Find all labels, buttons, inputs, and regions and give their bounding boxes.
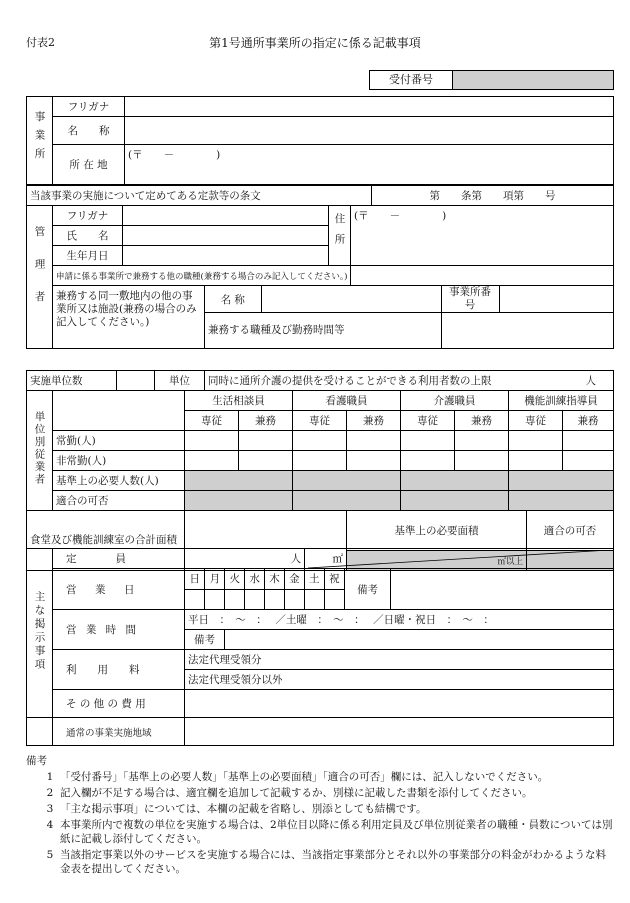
row-label-required: 基準上の必要人数(人): [53, 471, 185, 491]
regulation-article-field[interactable]: 第 条第 項第 号: [372, 186, 614, 206]
area-label: 食堂及び機能訓練室の合計面積: [27, 511, 185, 571]
col-full: 専従: [401, 411, 455, 431]
col-concurrent: 兼務: [455, 411, 509, 431]
notes-section: [26, 754, 616, 878]
row-label-fulltime: 常勤(人): [53, 431, 185, 451]
display-hours-label: 営 業 時 間: [53, 610, 185, 650]
office-furigana-label: フリガナ: [53, 97, 125, 117]
manager-birth-field[interactable]: [123, 246, 329, 266]
table-row: [27, 491, 614, 511]
regulation-table: [26, 185, 614, 206]
day-mon: 月: [205, 569, 225, 589]
display-table: [26, 548, 614, 746]
manager-concurrent-note: 申請に係る事業所で兼務する他の職種(兼務する場合のみ記入してください。): [53, 266, 351, 286]
area-field[interactable]: ㎡: [185, 511, 347, 571]
facility-subtable: [205, 286, 613, 348]
display-hours-field[interactable]: 平日 ： ～ ： ／土曜 ： ～ ： ／日曜・祝日 ： ～ ：: [185, 610, 614, 630]
day-sat: 土: [304, 569, 324, 589]
manager-address-label: 住所: [329, 206, 351, 266]
facility-role-field[interactable]: [441, 313, 613, 348]
display-side-label: 主な掲示事項: [27, 549, 53, 718]
unit-table: [26, 370, 614, 391]
day-thu: 木: [265, 569, 285, 589]
manager-concurrent-field[interactable]: [351, 266, 614, 286]
office-side-label: 事業所: [27, 97, 53, 185]
day-tue: 火: [225, 569, 245, 589]
role-counselor: 生活相談員: [185, 391, 293, 411]
unit-label: 実施単位数: [27, 371, 117, 391]
table-row: [27, 471, 614, 491]
facility-role-label: 兼務する職種及び勤務時間等: [205, 313, 441, 348]
annex-label: 付表2: [26, 36, 55, 49]
unit-field[interactable]: [117, 371, 155, 391]
display-capacity-label: 定 員: [53, 549, 185, 569]
display-service-area-label: 通常の事業実施地域: [53, 718, 185, 746]
form-title: 第1号通所事業所の指定に係る記載事項: [209, 36, 421, 50]
day-wed: 水: [245, 569, 265, 589]
col-full: 専従: [509, 411, 563, 431]
area-required-label: 基準上の必要面積: [347, 511, 527, 551]
list-item: 3 「主な掲示事項」については、本欄の記載を省略し、別添としても結構です。: [46, 803, 427, 815]
receipt-number-field: [453, 71, 613, 89]
office-address-label: 所 在 地: [53, 145, 125, 185]
service-area-field[interactable]: [185, 718, 614, 746]
office-name-label: 名 称: [53, 117, 125, 145]
row-label-parttime: 非常勤(人): [53, 451, 185, 471]
staff-side-label: 単位別従業者: [27, 391, 53, 511]
display-fee-label: 利 用 料: [53, 650, 185, 690]
days-subtable: [185, 569, 344, 609]
staff-table: [26, 390, 614, 511]
table-row: [27, 451, 614, 471]
list-item: 2 記入欄が不足する場合は、適宜欄を追加して記載するか、別様に記載した書類を添付してください。: [46, 787, 533, 799]
day-holiday: 祝: [324, 569, 344, 589]
capacity-field[interactable]: 同時に通所介護の提供を受けることができる利用者数の上限 人: [205, 371, 614, 391]
manager-address-field[interactable]: (〒 － ): [351, 206, 614, 266]
row-label-fit: 適合の可否: [53, 491, 185, 511]
hours-remarks-label: 備考: [185, 630, 225, 650]
fee-other-field[interactable]: 法定代理受領分以外: [185, 670, 614, 690]
role-trainer: 機能訓練指導員: [509, 391, 614, 411]
display-days-label: 営 業 日: [53, 569, 185, 610]
manager-furigana-field[interactable]: [123, 206, 329, 226]
other-costs-field[interactable]: [185, 690, 614, 718]
col-concurrent: 兼務: [239, 411, 293, 431]
office-furigana-field[interactable]: [125, 97, 614, 117]
unit-word: 単位: [155, 371, 205, 391]
list-item: 5 当該指定事業以外のサービスを実施する場合には、当該指定事業部分とそれ以外の事業部分の料金がわかるような料金表を提出してください。: [46, 849, 606, 875]
list-item: 1 「受付番号」「基準上の必要人数」「基準上の必要面積」「適合の可否」欄には、記入しないでください。: [46, 771, 549, 783]
manager-table: [26, 205, 614, 349]
diagonal-line: [308, 550, 610, 568]
facility-number-label: 事業所番号: [441, 286, 499, 313]
hours-remarks-field[interactable]: [225, 630, 614, 650]
facility-number-field[interactable]: [499, 286, 613, 313]
notes-title: 備考: [26, 755, 47, 767]
role-nurse: 看護職員: [293, 391, 401, 411]
manager-name-field[interactable]: [123, 226, 329, 246]
col-concurrent: 兼務: [563, 411, 614, 431]
manager-other-facility-label: 兼務する同一敷地内の他の事業所又は施設(兼務の場合のみ記入してください。): [53, 286, 205, 349]
receipt-number-label: 受付番号: [370, 71, 453, 89]
office-name-field[interactable]: [125, 117, 614, 145]
receipt-number-box: [369, 70, 614, 90]
regulation-label: 当該事業の実施について定めてある定款等の条文: [27, 186, 372, 206]
table-row: [27, 431, 614, 451]
days-remarks-label: 備考: [345, 569, 391, 610]
manager-furigana-label: フリガナ: [53, 206, 123, 226]
office-table: [26, 96, 614, 185]
display-other-costs-label: そ の 他 の 費 用: [53, 690, 185, 718]
days-remarks-field[interactable]: [391, 569, 614, 610]
area-required-field: ㎡以上: [347, 551, 527, 571]
manager-birth-label: 生年月日: [53, 246, 123, 266]
display-capacity-field[interactable]: 人: [185, 549, 305, 569]
day-sun: 日: [185, 569, 205, 589]
col-concurrent: 兼務: [347, 411, 401, 431]
facility-name-field[interactable]: [261, 286, 441, 313]
manager-side-label: 管理者: [27, 206, 53, 349]
col-full: 専従: [293, 411, 347, 431]
facility-name-label: 名 称: [205, 286, 261, 313]
area-fit-label: 適合の可否: [527, 511, 614, 551]
manager-name-label: 氏 名: [53, 226, 123, 246]
day-fri: 金: [284, 569, 304, 589]
role-care: 介護職員: [401, 391, 509, 411]
office-address-field[interactable]: (〒 － ): [125, 145, 614, 185]
list-item: 4 本事業所内で複数の単位を実施する場合は、2単位目以降に係る利用定員及び単位別従業者の職種・員数については別紙に記載し添付してください。: [46, 819, 613, 845]
fee-statutory-field[interactable]: 法定代理受領分: [185, 650, 614, 670]
col-full: 専従: [185, 411, 239, 431]
